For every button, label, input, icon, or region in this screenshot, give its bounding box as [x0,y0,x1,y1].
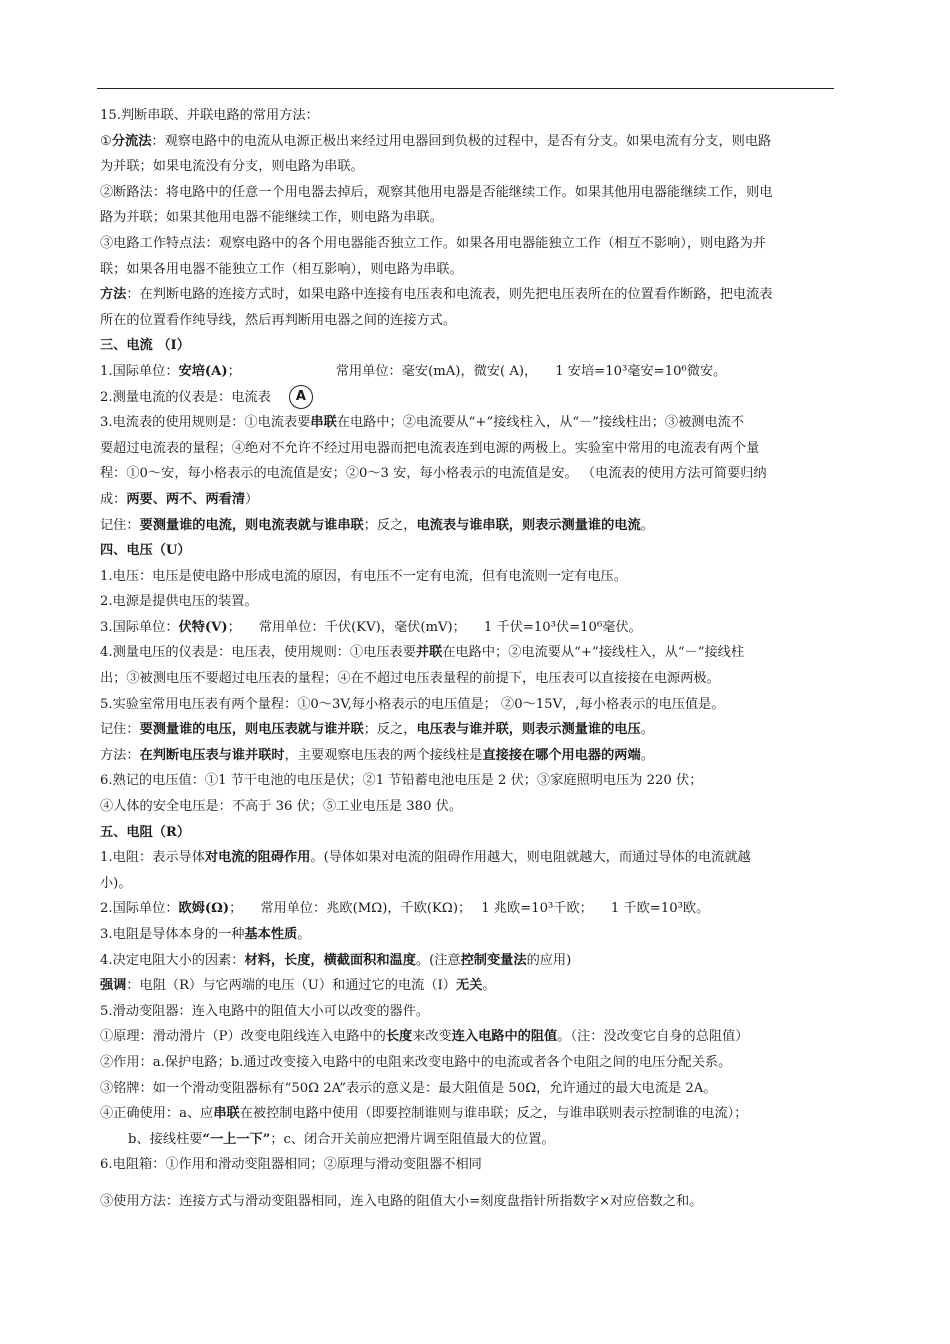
rheostat-principle-line: ①原理：滑动滑片（P）改变电阻线连入电路中的长度来改变连入电路中的阻值。（注：没改变它自身的总阻值） [100,1029,749,1045]
resistance-box-usage-line: ③使用方法：连接方式与滑动变阻器相同，连入电路的阻值大小=刻度盘指针所指数字×对应倍数之和。 [100,1193,703,1209]
ammeter-rules-line-2: 要超过电流表的量程；④绝对不允许不经过用电器而把电流表连到电源的两极上。实验室中常用的电流表有两个量 [100,440,760,456]
voltage-unit-line: 3.国际单位：伏特(V)； 常用单位：千伏(KV)，毫伏(mV)； 1 千伏=10³伏=10⁶毫伏。 [100,619,642,635]
voltage-values-line: 6.熟记的电压值：①1 节干电池的电压是伏；②1 节铅蓄电池电压是 2 伏；③家庭照明电压为 220 伏； [100,773,703,789]
resistance-factors-line: 4.决定电阻大小的因素：材料，长度，横截面积和温度。(注意控制变量法的应用) [100,952,572,968]
ammeter-rules-line: 3.电流表的使用规则是：①电流表要串联在电路中；②电流要从“+”接线柱入，从“－”接线柱出；③被测电流不 [100,415,745,431]
header-rule [97,88,834,89]
section-15-title: 15.判断串联、并联电路的常用方法： [100,108,319,123]
voltage-definition-line: 1.电压：电压是使电路中形成电流的原因，有电压不一定有电流，但有电流则一定有电压。 [100,568,627,584]
document-body [100,103,835,1215]
method-3-line: ③电路工作特点法：观察电路中的各个用电器能否独立工作。如果各用电器能独立工作（相互不影响），则电路为并 [100,235,766,251]
method-3-line-2: 联；如果各用电器不能独立工作（相互影响），则电路为串联。 [100,261,463,277]
rheostat-line: 5.滑动变阻器：连入电路中的阻值大小可以改变的器件。 [100,1003,430,1019]
voltmeter-range-line: 5.实验室常用电压表有两个量程：①0～3V,每小格表示的电压值是； ②0～15V，,每小格表示的电压值是。 [100,696,725,712]
section-4-heading: 四、电压（U） [100,543,191,559]
resistance-emphasis-line: 强调：电阻（R）与它两端的电压（U）和通过它的电流（I）无关。 [100,978,496,994]
resistance-definition-line: 1.电阻：表示导体对电流的阻碍作用。(导体如果对电流的阻碍作用越大，则电阻就越大，而通过导体的电流就越 [100,850,751,866]
ammeter-rules-line-4: 成：两要、两不、两看清） [100,491,259,507]
ammeter-line: 2.测量电流的仪表是：电流表 A [100,385,835,411]
rheostat-usage-line-2: b、接线柱要“一上一下”；c、闭合开关前应把滑片调至阻值最大的位置。 [128,1131,555,1147]
rheostat-usage-line: ④正确使用：a、应串联在被控制电路中使用（即要控制谁则与谁串联；反之，与谁串联则表示控制谁的电流）； [100,1106,748,1122]
ammeter-symbol-icon: A [289,385,313,409]
current-remember-line: 记住：要测量谁的电流，则电流表就与谁串联；反之，电流表与谁串联，则表示测量谁的电流。 [100,517,654,533]
method-note-line-2: 所在的位置看作纯导线，然后再判断用电器之间的连接方式。 [100,312,457,328]
paragraph-gap [100,1178,835,1189]
current-unit-line: 1.国际单位：安培(A)； 常用单位：毫安(mA)，微安( A)， 1 安培=10³毫安=10⁶微安。 [100,363,727,379]
section-3-heading: 三、电流 （I） [100,338,190,354]
section-5-heading: 五、电阻（R） [100,824,191,840]
method-1-line: ①分流法：观察电路中的电流从电源正极出来经过用电器回到负极的过程中，是否有分支。如果电流有分支，则电路 [100,133,772,149]
voltmeter-rules-line: 4.测量电压的仪表是：电压表，使用规则：①电压表要并联在电路中；②电流要从“+”接线柱入，从“－”接线柱 [100,645,745,661]
rheostat-function-line: ②作用：a.保护电路；b.通过改变接入电路中的电阻来改变电路中的电流或者各个电阻之间的电压分配关系。 [100,1054,732,1070]
power-source-line: 2.电源是提供电压的装置。 [100,594,258,610]
ammeter-rules-line-3: 程：①0～安，每小格表示的电流值是安；②0～3 安，每小格表示的电流值是安。 （电流表的使用方法可简要归纳 [100,466,767,482]
method-2-line: ②断路法：将电路中的任意一个用电器去掉后，观察其他用电器是否能继续工作。如果其他用电器能继续工作，则电 [100,184,773,200]
method-note-line: 方法：在判断电路的连接方式时，如果电路中连接有电压表和电流表，则先把电压表所在的位置看作断路，把电流表 [100,287,773,303]
voltage-method-line: 方法：在判断电压表与谁并联时，主要观察电压表的两个接线柱是直接接在哪个用电器的两端。 [100,747,654,763]
rheostat-nameplate-line: ③铭牌：如一个滑动变阻器标有“50Ω 2A”表示的意义是：最大阻值是 50Ω，允许通过的最大电流是 2A。 [100,1080,717,1096]
resistance-unit-line: 2.国际单位：欧姆(Ω)； 常用单位：兆欧(MΩ)，千欧(KΩ)； 1 兆欧=10³千欧； 1 千欧=10³欧。 [100,901,710,917]
voltmeter-rules-line-2: 出；③被测电压不要超过电压表的量程；④在不超过电压表量程的前提下，电压表可以直接接在电源两极。 [100,671,720,687]
voltage-remember-line: 记住：要测量谁的电压，则电压表就与谁并联；反之，电压表与谁并联，则表示测量谁的电压。 [100,722,654,738]
resistance-property-line: 3.电阻是导体本身的一种基本性质。 [100,927,311,942]
method-2-line-2: 路为并联；如果其他用电器不能继续工作，则电路为串联。 [100,210,443,226]
method-1-line-2: 为并联；如果电流没有分支，则电路为串联。 [100,159,364,175]
voltage-values-line-2: ④人体的安全电压是：不高于 36 伏；⑤工业电压是 380 伏。 [100,799,463,815]
resistance-box-line: 6.电阻箱：①作用和滑动变阻器相同；②原理与滑动变阻器不相同 [100,1157,482,1173]
resistance-definition-line-2: 小)。 [100,875,132,891]
